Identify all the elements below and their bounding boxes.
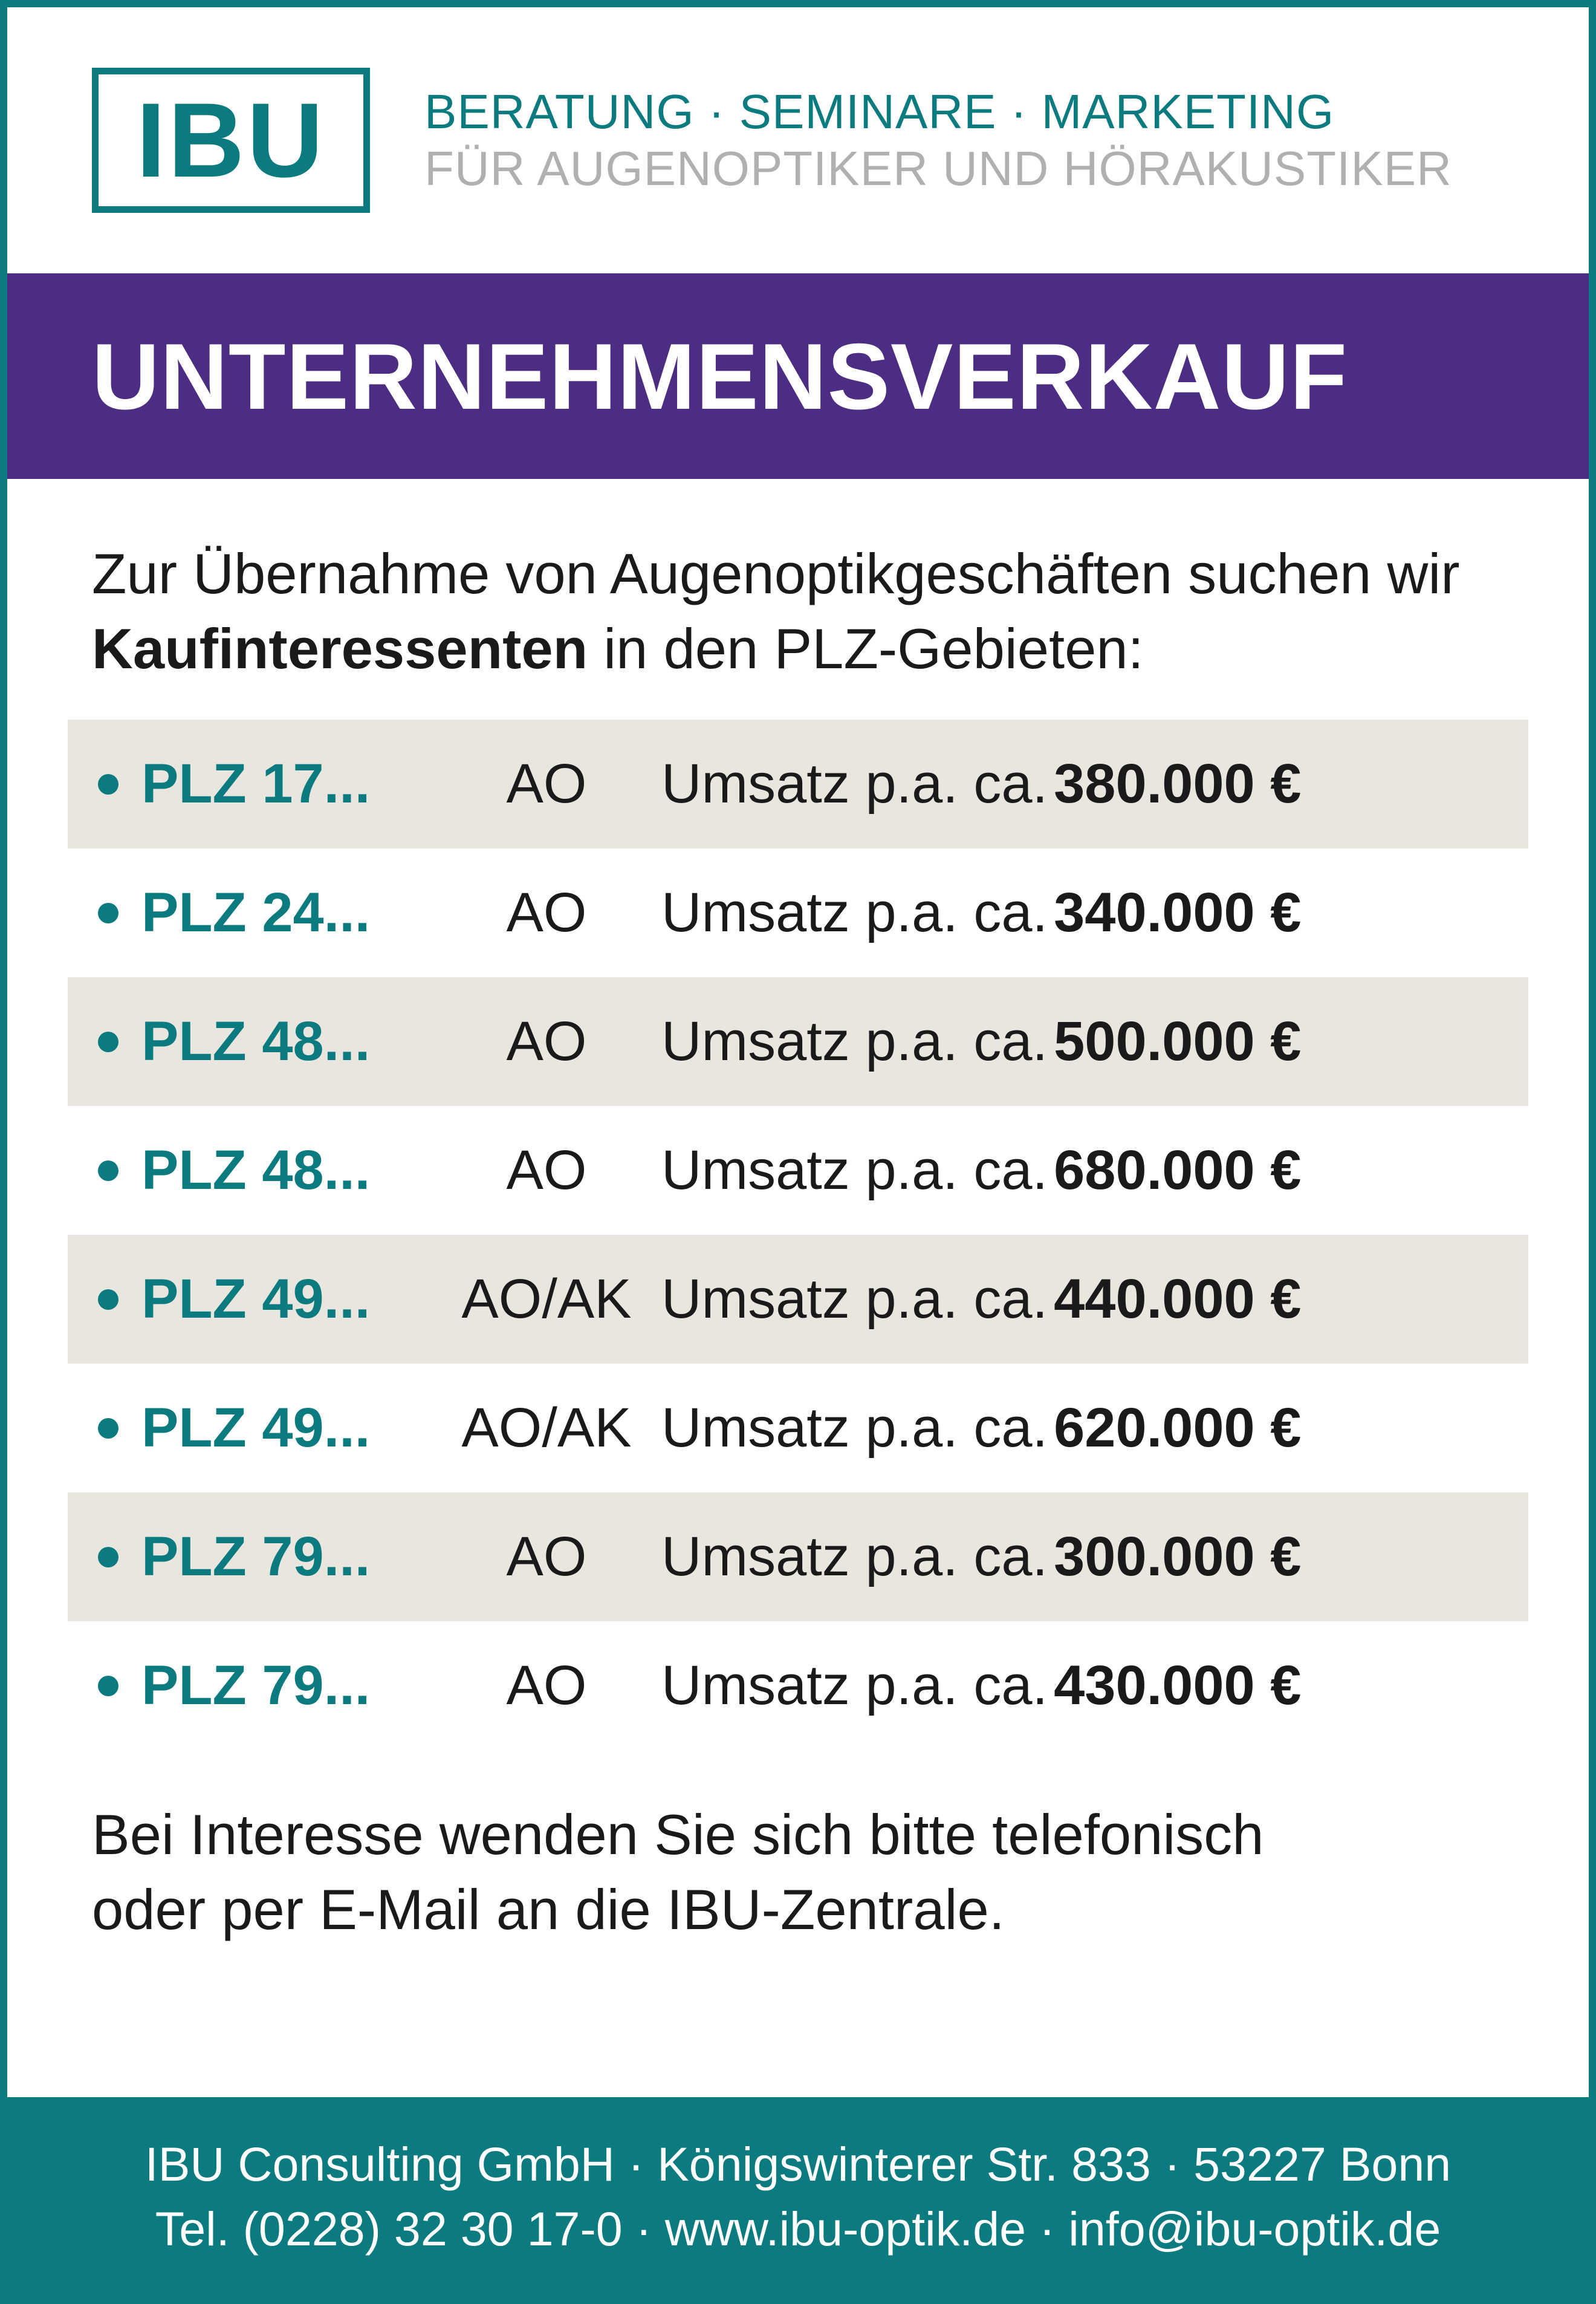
bullet-icon	[98, 1418, 118, 1439]
listing-type: AO	[506, 1526, 587, 1588]
listing-plz: PLZ 24...	[141, 882, 371, 944]
listing-type: AO	[506, 1139, 587, 1202]
bullet-icon	[98, 774, 118, 795]
tagline-line-1: BERATUNG · SEMINARE · MARKETING	[424, 84, 1335, 138]
listing-revenue-label: Umsatz p.a. ca.	[661, 753, 1048, 815]
listing-type: AO	[506, 882, 587, 944]
bullet-icon	[98, 1289, 118, 1310]
listing-type: AO	[506, 753, 587, 815]
bullet-icon	[98, 1547, 118, 1567]
listing-type: AO/AK	[461, 1397, 632, 1459]
list-item	[68, 848, 1528, 977]
list-item	[68, 1364, 1528, 1492]
outro-line-1: Bei Interesse wenden Sie sich bitte telefonisch	[92, 1803, 1264, 1867]
listing-plz: PLZ 48...	[141, 1010, 371, 1073]
intro-text	[92, 536, 1516, 686]
listing-type: AO	[506, 1655, 587, 1717]
listing-revenue-value: 340.000 €	[1054, 882, 1302, 944]
list-item	[68, 1106, 1528, 1235]
outro-line-2: oder per E-Mail an die IBU-Zentrale.	[92, 1878, 1005, 1942]
listings-list	[68, 720, 1528, 1750]
listing-revenue-value: 300.000 €	[1054, 1526, 1302, 1588]
listing-plz: PLZ 49...	[141, 1397, 371, 1459]
page-title: UNTERNEHMENSVERKAUF	[92, 324, 1348, 429]
listing-type: AO	[506, 1010, 587, 1073]
footer-address: IBU Consulting GmbH · Königswinterer Str. 833 · 53227 Bonn	[144, 2137, 1452, 2192]
outro-text	[92, 1797, 1522, 1947]
listing-plz: PLZ 79...	[141, 1655, 371, 1717]
tagline-line-2: FÜR AUGENOPTIKER UND HÖRAKUSTIKER	[424, 142, 1452, 195]
listing-revenue-value: 430.000 €	[1054, 1655, 1302, 1717]
listing-revenue-label: Umsatz p.a. ca.	[661, 1010, 1048, 1073]
listing-type: AO/AK	[461, 1268, 632, 1330]
list-item	[68, 1621, 1528, 1750]
list-item	[68, 1235, 1528, 1364]
listing-revenue-label: Umsatz p.a. ca.	[661, 1139, 1048, 1202]
listing-revenue-label: Umsatz p.a. ca.	[661, 1397, 1048, 1459]
bullet-icon	[98, 903, 118, 923]
intro-part-1: Zur Übernahme von Augenoptikgeschäften suchen wir	[92, 542, 1460, 605]
bullet-icon	[98, 1676, 118, 1696]
listing-plz: PLZ 48...	[141, 1139, 371, 1202]
listing-revenue-label: Umsatz p.a. ca.	[661, 882, 1048, 944]
header-tagline	[424, 83, 1452, 198]
list-item	[68, 720, 1528, 848]
body	[7, 479, 1589, 2097]
listing-revenue-value: 440.000 €	[1054, 1268, 1302, 1330]
footer-contact: Tel. (0228) 32 30 17-0 · www.ibu-optik.de · info@ibu-optik.de	[155, 2202, 1441, 2256]
ibu-logo	[92, 68, 370, 213]
banner	[7, 273, 1589, 479]
list-item	[68, 977, 1528, 1106]
listing-revenue-label: Umsatz p.a. ca.	[661, 1268, 1048, 1330]
listing-plz: PLZ 49...	[141, 1268, 371, 1330]
bullet-icon	[98, 1032, 118, 1052]
listing-plz: PLZ 17...	[141, 753, 371, 815]
bullet-icon	[98, 1160, 118, 1181]
listing-revenue-label: Umsatz p.a. ca.	[661, 1655, 1048, 1717]
intro-part-2: in den PLZ-Gebieten:	[588, 617, 1144, 681]
listing-plz: PLZ 79...	[141, 1526, 371, 1588]
listing-revenue-value: 620.000 €	[1054, 1397, 1302, 1459]
footer	[7, 2097, 1589, 2297]
listing-revenue-value: 380.000 €	[1054, 753, 1302, 815]
logo-text: IBU	[136, 81, 326, 200]
listing-revenue-value: 680.000 €	[1054, 1139, 1302, 1202]
listing-revenue-label: Umsatz p.a. ca.	[661, 1526, 1048, 1588]
list-item	[68, 1492, 1528, 1621]
listing-revenue-value: 500.000 €	[1054, 1010, 1302, 1073]
header	[7, 7, 1589, 273]
intro-bold: Kaufinteressenten	[92, 617, 588, 681]
